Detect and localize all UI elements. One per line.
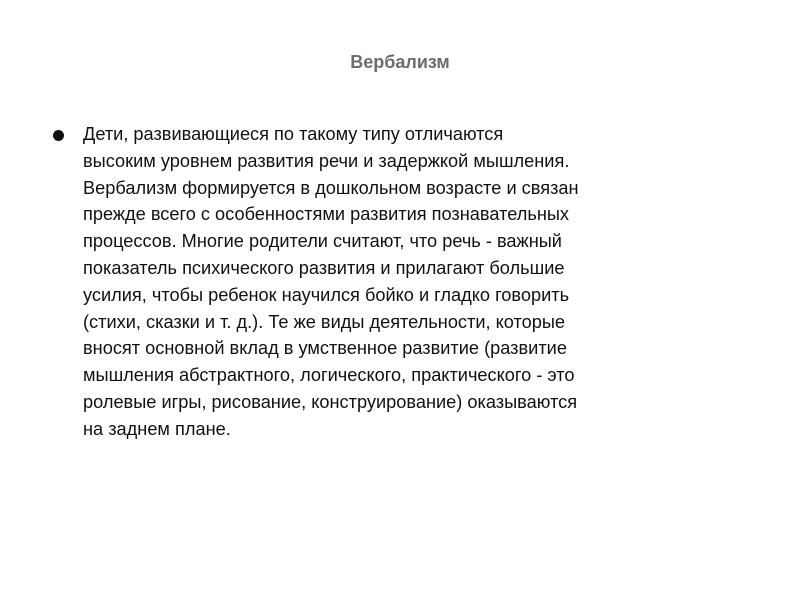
bullet-list <box>52 121 732 443</box>
bullet-text-line: Вербализм формируется в дошкольном возрасте и связан <box>83 177 579 198</box>
bullet-text-line: показатель психического развития и прилагают большие <box>83 257 565 278</box>
bullet-text-line: процессов. Многие родители считают, что речь - важный <box>83 231 562 252</box>
bullet-text-line: мышления абстрактного, логического, практического - это <box>83 365 575 386</box>
bullet-item <box>52 121 732 443</box>
bullet-text-line: Дети, развивающиеся по такому типу отличаются <box>83 124 504 144</box>
bullet-text-line: усилия, чтобы ребенок научился бойко и гладко говорить <box>83 284 570 305</box>
bullet-text-line: высоким уровнем развития речи и задержкой мышления. <box>83 150 570 171</box>
bullet-text-line: ролевые игры, рисование, конструирование) оказываются <box>83 391 578 412</box>
bullet-text-line: на заднем плане. <box>83 418 231 439</box>
slide-title: Вербализм <box>350 52 450 72</box>
bullet-text-line: (стихи, сказки и т. д.). Те же виды деятельности, которые <box>83 311 566 332</box>
bullet-text-line: вносят основной вклад в умственное развитие (развитие <box>83 338 567 359</box>
bullet-dot-icon <box>53 130 64 141</box>
bullet-text-line: прежде всего с особенностями развития познавательных <box>83 204 570 225</box>
